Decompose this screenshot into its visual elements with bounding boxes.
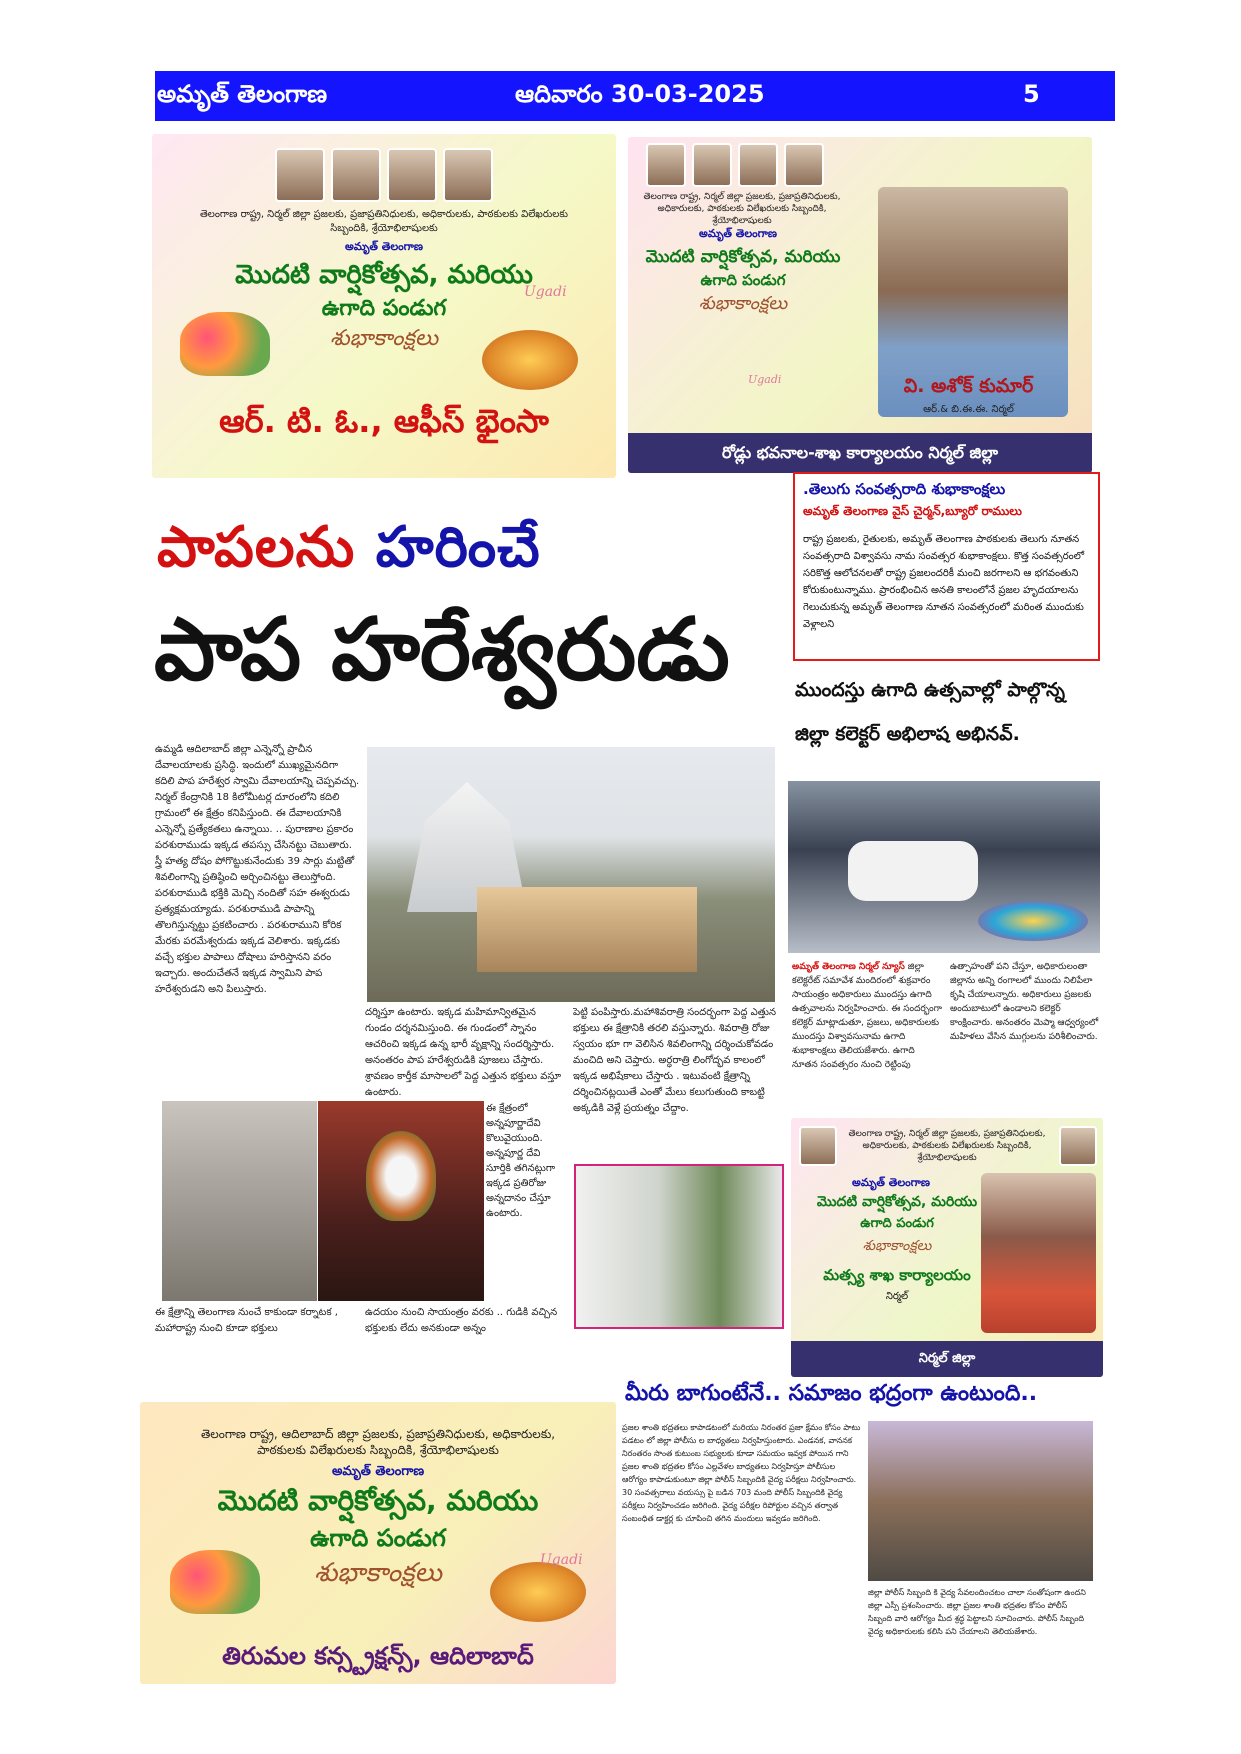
box-body: రాష్ట్ర ప్రజలకు, రైతులకు, అమృత్ తెలంగాణ పాఠకులకు తెలుగు నూతన సంవత్సరాది విశ్వావసు నామ సంవత్సర శుభాకాంక్షలు. కొత్త సంవత్సరంలో సరికొత్త ఆలోచనలతో రాష్ట్ర ప్రజలందరికీ మంచి జరగాలని ఆ భగవంతుని కోరుకుంటున్నాము. ప్రారంభించిన అనతి కాలంలోనే ప్రజల హృదయాలను గెలుచుకున్న అమృత్ తెలంగాణ నూతన సంవత్సరంలో మరింత ముందుకు వెళ్లాలని [803,534,1085,630]
main-headline-line1 [157,515,541,594]
ad-advertiser: తిరుమల కన్స్ట్రక్షన్స్, ఆదిలాబాద్ [222,1642,534,1670]
ugadi-text: Ugadi [540,1552,583,1568]
main-story-column-1: ఉమ్మడి ఆదిలాబాద్ జిల్లా ఎన్నెన్నో ప్రాచీన దేవాలయాలకు ప్రసిద్ధి. ఇందులో ముఖ్యమైనదిగా కదిలి పాప హరేశ్వర స్వామి దేవాలయాన్ని చెప్పవచ్చు. నిర్మల్ కేంద్రానికి 18 కిలోమీటర్ల దూరంలోని కదిలి గ్రామంలో ఈ క్షేత్రం కనిపిస్తుంది. ఈ దేవాలయానికి ఎన్నెన్నో ప్రత్యేకతలు ఉన్నాయి. .. పురాణాల ప్రకారం పరశురాముడు ఇక్కడ తపస్సు చేసినట్టు చెబుతారు. స్త్రీ హత్య దోషం పోగొట్టుకునేందుకు 39 సార్లు మట్టితో శివలింగాన్ని ప్రతిష్ఠించి అర్చించినట్టు తెలుస్తోంది. పరశురాముడి భక్తికి మెచ్చి నందితో సహ ఈశ్వరుడు ప్రత్యక్షమయ్యాడు. పరశురాముడి పాపాన్ని తొలగిస్తున్నట్టు ప్రకటించారు . పరశురాముని కోరిక మేరకు పరమేశ్వరుడు ఇక్కడ వెలిశారు. ఇక్కడకు వచ్చే భక్తుల పాపాలు దోషాలు హరిస్తానని వరం ఇచ్చారు. అందుచేతనే ఇక్కడ స్వామిని పాప హరేశ్వరుడని అని పిలుస్తారు. [155,744,360,995]
collector-event-photo [788,781,1100,953]
ad-greeting: తెలంగాణ రాష్ట్ర, నిర్మల్ జిల్లా ప్రజలకు, ప్రజాప్రతినిధులకు, అధికారులకు, పాఠకులకు విలేఖరులకు సిబ్బందికి, శ్రేయోభిలాషులకు [199,209,568,234]
ad-logo: అమృత్ తెలంగాణ [852,1176,930,1189]
portrait-image [275,148,325,202]
portrait-image [784,143,824,187]
ad-portraits [152,148,616,202]
headline-part1: పాపలను [157,515,356,580]
ad-advertiser: ఆర్. టి. ఓ., ఆఫీస్ భైంసా [219,402,549,440]
main-story-side-column: ఈ క్షేత్రంలో అన్నపూర్ణాదేవి కొలువైయుంది. అన్నపూర్ణ దేవి సూర్తికి తగినట్లుగా ఇక్కడ ప్రతిరోజు అన్నదానం చేస్తూ ఉంటారు. [486,1103,556,1219]
ad-logo: అమృత్ తెలంగాణ [699,227,777,240]
portrait-image [692,143,732,187]
ad-roads-buildings [628,137,1092,473]
masthead [155,71,1115,121]
box-title: .తెలుగు సంవత్సరాది శుభాకాంక్షలు [803,480,1006,498]
ad-logo: అమృత్ తెలంగాణ [331,1464,425,1479]
main-story-column-3: పెట్టి పంపిస్తారు.మహాశివరాత్రి సందర్భంగా పెద్ద ఎత్తున భక్తులు ఈ క్షేత్రానికి తరలి వస్తున్నారు. శివరాత్రి రోజు స్వయం భూ గా వెలిసిన శివలింగాన్ని దర్శించుకోవడం మంచిది అని చెప్తారు. అర్ధరాత్రి లింగోద్భవ కాలంలో ఇక్కడ అభిషేకాలు చేస్తారు . ఇటువంటి క్షేత్రాన్ని దర్శించినట్లయితే ఎంతో మేలు కలుగుతుంది కాబట్టి అక్కడికి వెళ్లే ప్రయత్నం చేద్దాం. [573,1007,776,1114]
ad-advertiser: మత్స్య శాఖ కార్యాలయం [823,1266,971,1284]
ad-line1: మొదటి వార్షికోత్సవ, మరియు [816,1194,978,1210]
portrait-image [331,148,381,202]
portrait-image [646,143,686,187]
ad-portraits [646,143,1092,187]
ad-wishes: శుభాకాంక్షలు [314,1558,442,1588]
shrine-photo [162,1101,317,1301]
deity-idol-photo [318,1101,484,1301]
police-column-2: జిల్లా పోలీస్ సిబ్బంది కి వైద్య సేవలందించటం చాలా సంతోషంగా ఉందని జిల్లా ఎస్పీ ప్రశంసించారు. జిల్లా ప్రజల శాంతి భద్రతల కోసం పోలీస్ సిబ్బంది వారి ఆరోగ్యం మీద శ్రద్ధ పెట్టాలని సూచించారు. పోలీస్ సిబ్బంది వైద్య అధికారులకు కలిసి పని చేయాలని తెలియజేశారు. [868,1588,1086,1636]
portrait-image [738,143,778,187]
ugadi-text: Ugadi [524,284,567,300]
ugadi-offering-image [482,330,578,390]
newspaper-title: అమృత్ తెలంగాణ [157,80,328,108]
car-shape [848,841,978,901]
page-number: 5 [1023,80,1040,108]
ugadi-offering-image [490,1562,586,1622]
police-column-1: ప్రజల శాంతి భద్రతలు కాపాడటంలో మరియు నిరంతర ప్రజా క్షేమం కోసం పాటు పడటం లో జిల్లా పోలీసు ల బాధ్యతలు నిర్వహిస్తుంటారు. ఎండనక, వాననక నిరంతరం సొంత కుటుంబ సభ్యులకు కూడా సమయం ఇవ్వక పోయిన గాని ప్రజల శాంతి భద్రతల కోసం ఎల్లవేళల బాధ్యతలు నిర్వహిస్తూ పోలీసుల ఆరోగ్యం కాపాడుకుంటూ జిల్లా పోలీస్ సిబ్బందికి వైద్య పరీక్షలు నిర్వహించారు. 30 సంవత్సరాలు వయస్సు పై బడిన 703 మంది పోలీస్ సిబ్బందికి వైద్య పరీక్షలు నిర్వహించడం జరిగింది. వైద్య పరీక్షల రిపోర్టుల వచ్చిన తర్వాత సంబంధిత డాక్టర్ల కు చూపించి తగిన మందులు ఇవ్వడం జరిగింది. [622,1423,861,1523]
ad-wishes: శుభాకాంక్షలు [862,1238,932,1254]
portrait-image [443,148,493,202]
ad-place: నిర్మల్ [885,1291,909,1302]
collector-col1-text: జిల్లా కలెక్టరేట్ సమావేశ మందిరంలో శుక్రవారం సాయంత్రం అధికారులు ముందస్తు ఉగాది ఉత్సవాలను నిర్వహించారు. ఈ సందర్భంగా కలెక్టర్ మాట్లాడుతూ, ప్రజలు, అధికారులకు ముందస్తు విశ్వావసునామ ఉగాది శుభాకాంక్షలు తెలియజేశారు. ఉగాది నూతన సంవత్సరం నుంచి రెట్టింపు [792,962,942,1070]
ad-greeting: తెలంగాణ రాష్ట్ర, నిర్మల్ జిల్లా ప్రజలకు, ప్రజాప్రతినిధులకు, అధికారులకు, పాఠకులకు విలేఖరులకు సిబ్బందికి, శ్రేయోభిలాషులకు [643,192,841,226]
ad-line2: ఉగాది పండుగ [700,271,786,289]
main-story-bottom-left: ఈ క్షేత్రాన్ని తెలంగాణ నుంచే కాకుండా కర్నాటక , మహారాష్ట్ర నుంచి కూడా భక్తులు [155,1307,338,1334]
ugadi-text: Ugadi [748,373,782,386]
main-headline-line2: పాప హరేశ్వరుడు [154,600,730,700]
police-medical-camp-photo [868,1421,1093,1581]
ad-line2: ఉగాది పండుగ [321,296,447,321]
ad-tirumala-constructions [140,1402,616,1684]
ad-line1: మొదటి వార్షికోత్సవ, మరియు [645,247,841,267]
portrait-image [387,148,437,202]
ad-line2: ఉగాది పండుగ [860,1216,934,1231]
officer-name: వి. అశోక్ కుమార్ [903,375,1034,397]
ad-greeting: తెలంగాణ రాష్ట్ర, నిర్మల్ జిల్లా ప్రజలకు, ప్రజాప్రతినిధులకు, అధికారులకు, పాఠకులకు విలేఖరులకు సిబ్బందికి, శ్రేయోభిలాషులకు [848,1129,1046,1163]
box-byline: అమృత్ తెలంగాణ వైస్ చైర్మన్,బ్యూరో రాములు [803,504,1022,518]
police-headline: మీరు బాగుంటేనే.. సమాజం భద్రంగా ఉంటుంది.. [625,1381,1038,1406]
portrait-image [1059,1126,1097,1166]
ad-fisheries-office [791,1118,1103,1377]
collector-headline: ముందస్తు ఉగాది ఉత్సవాల్లో పాల్గొన్న జిల్లా కలెక్టర్ అభిలాష అభినవ్. [795,679,1065,745]
officer-title: ఆర్.& బి.ఈ.ఈ. నిర్మల్ [923,404,1014,415]
collector-byline: అమృత్ తెలంగాణ నిర్మల్ న్యూస్ [792,962,905,972]
ad-line2: ఉగాది పండుగ [310,1524,446,1552]
ad-strip: రోడ్లు భవనాల-శాఖ కార్యాలయం నిర్మల్ జిల్లా [628,433,1092,473]
ad-strip: నిర్మల్ జిల్లా [791,1341,1103,1377]
temple-hall-shape [477,887,697,972]
rangoli-shape [978,901,1088,941]
main-story-bottom-mid: ఉదయం నుంచి సాయంత్రం వరకు .. గుడికి వచ్చిన భక్తులకు లేదు అనకుండా అన్నం [365,1307,558,1334]
collector-column-1 [792,960,942,1105]
ad-rto-bhainsa [152,134,616,478]
flower-bouquet-image [180,312,270,376]
idol-face-shape [366,1131,436,1221]
temple-photo [367,747,775,1002]
ad-line1: మొదటి వార్షికోత్సవ, మరియు [217,1484,539,1517]
ad-logo: అమృత్ తెలంగాణ [345,240,423,253]
issue-date: ఆదివారం 30-03-2025 [515,80,765,108]
temple-entrance-photo [574,1164,784,1329]
new-year-greeting-box [793,472,1100,661]
flower-bouquet-image [170,1550,260,1614]
collector-column-2: ఉత్సాహంతో పని చేస్తూ, అధికారులంతా జిల్లాను అన్ని రంగాలలో ముందు నిలిపేలా కృషి చేయాలన్నారు. అధికారులు ప్రజలకు అందుబాటులో ఉండాలని కలెక్టర్ కాంక్షించారు. అనంతరం మెప్మా ఆధ్వర్యంలో మహిళలు వేసిన ముగ్గులను పరిశీలించారు. [950,962,1099,1042]
headline-part2: హరించే [375,515,541,580]
ad-wishes: శుభాకాంక్షలు [329,326,439,351]
ad-line1: మొదటి వార్షికోత్సవ, మరియు [235,260,533,290]
officer-photo [981,1173,1096,1333]
ad-wishes: శుభాకాంక్షలు [698,293,788,314]
portrait-image [799,1126,837,1166]
main-story-column-2: దర్శిస్తూ ఉంటారు. ఇక్కడ మహిమాన్వితమైన గుండం దర్శనమిస్తుంది. ఈ గుండంలో స్నానం ఆచరించి ఇక్కడ ఉన్న భారీ వృక్షాన్ని సందర్శిస్తారు. అనంతరం పాప హరేశ్వరుడికి పూజలు చేస్తారు. శ్రావణం కార్తీక మాసాలలో పెద్ద ఎత్తున భక్తులు వస్తూ ఉంటారు. [365,1007,562,1098]
ad-greeting: తెలంగాణ రాష్ట్ర, ఆదిలాబాద్ జిల్లా ప్రజలకు, ప్రజాప్రతినిధులకు, అధికారులకు, పాఠకులకు విలేఖరులకు సిబ్బందికి, శ్రేయోభిలాషులకు [200,1427,556,1457]
